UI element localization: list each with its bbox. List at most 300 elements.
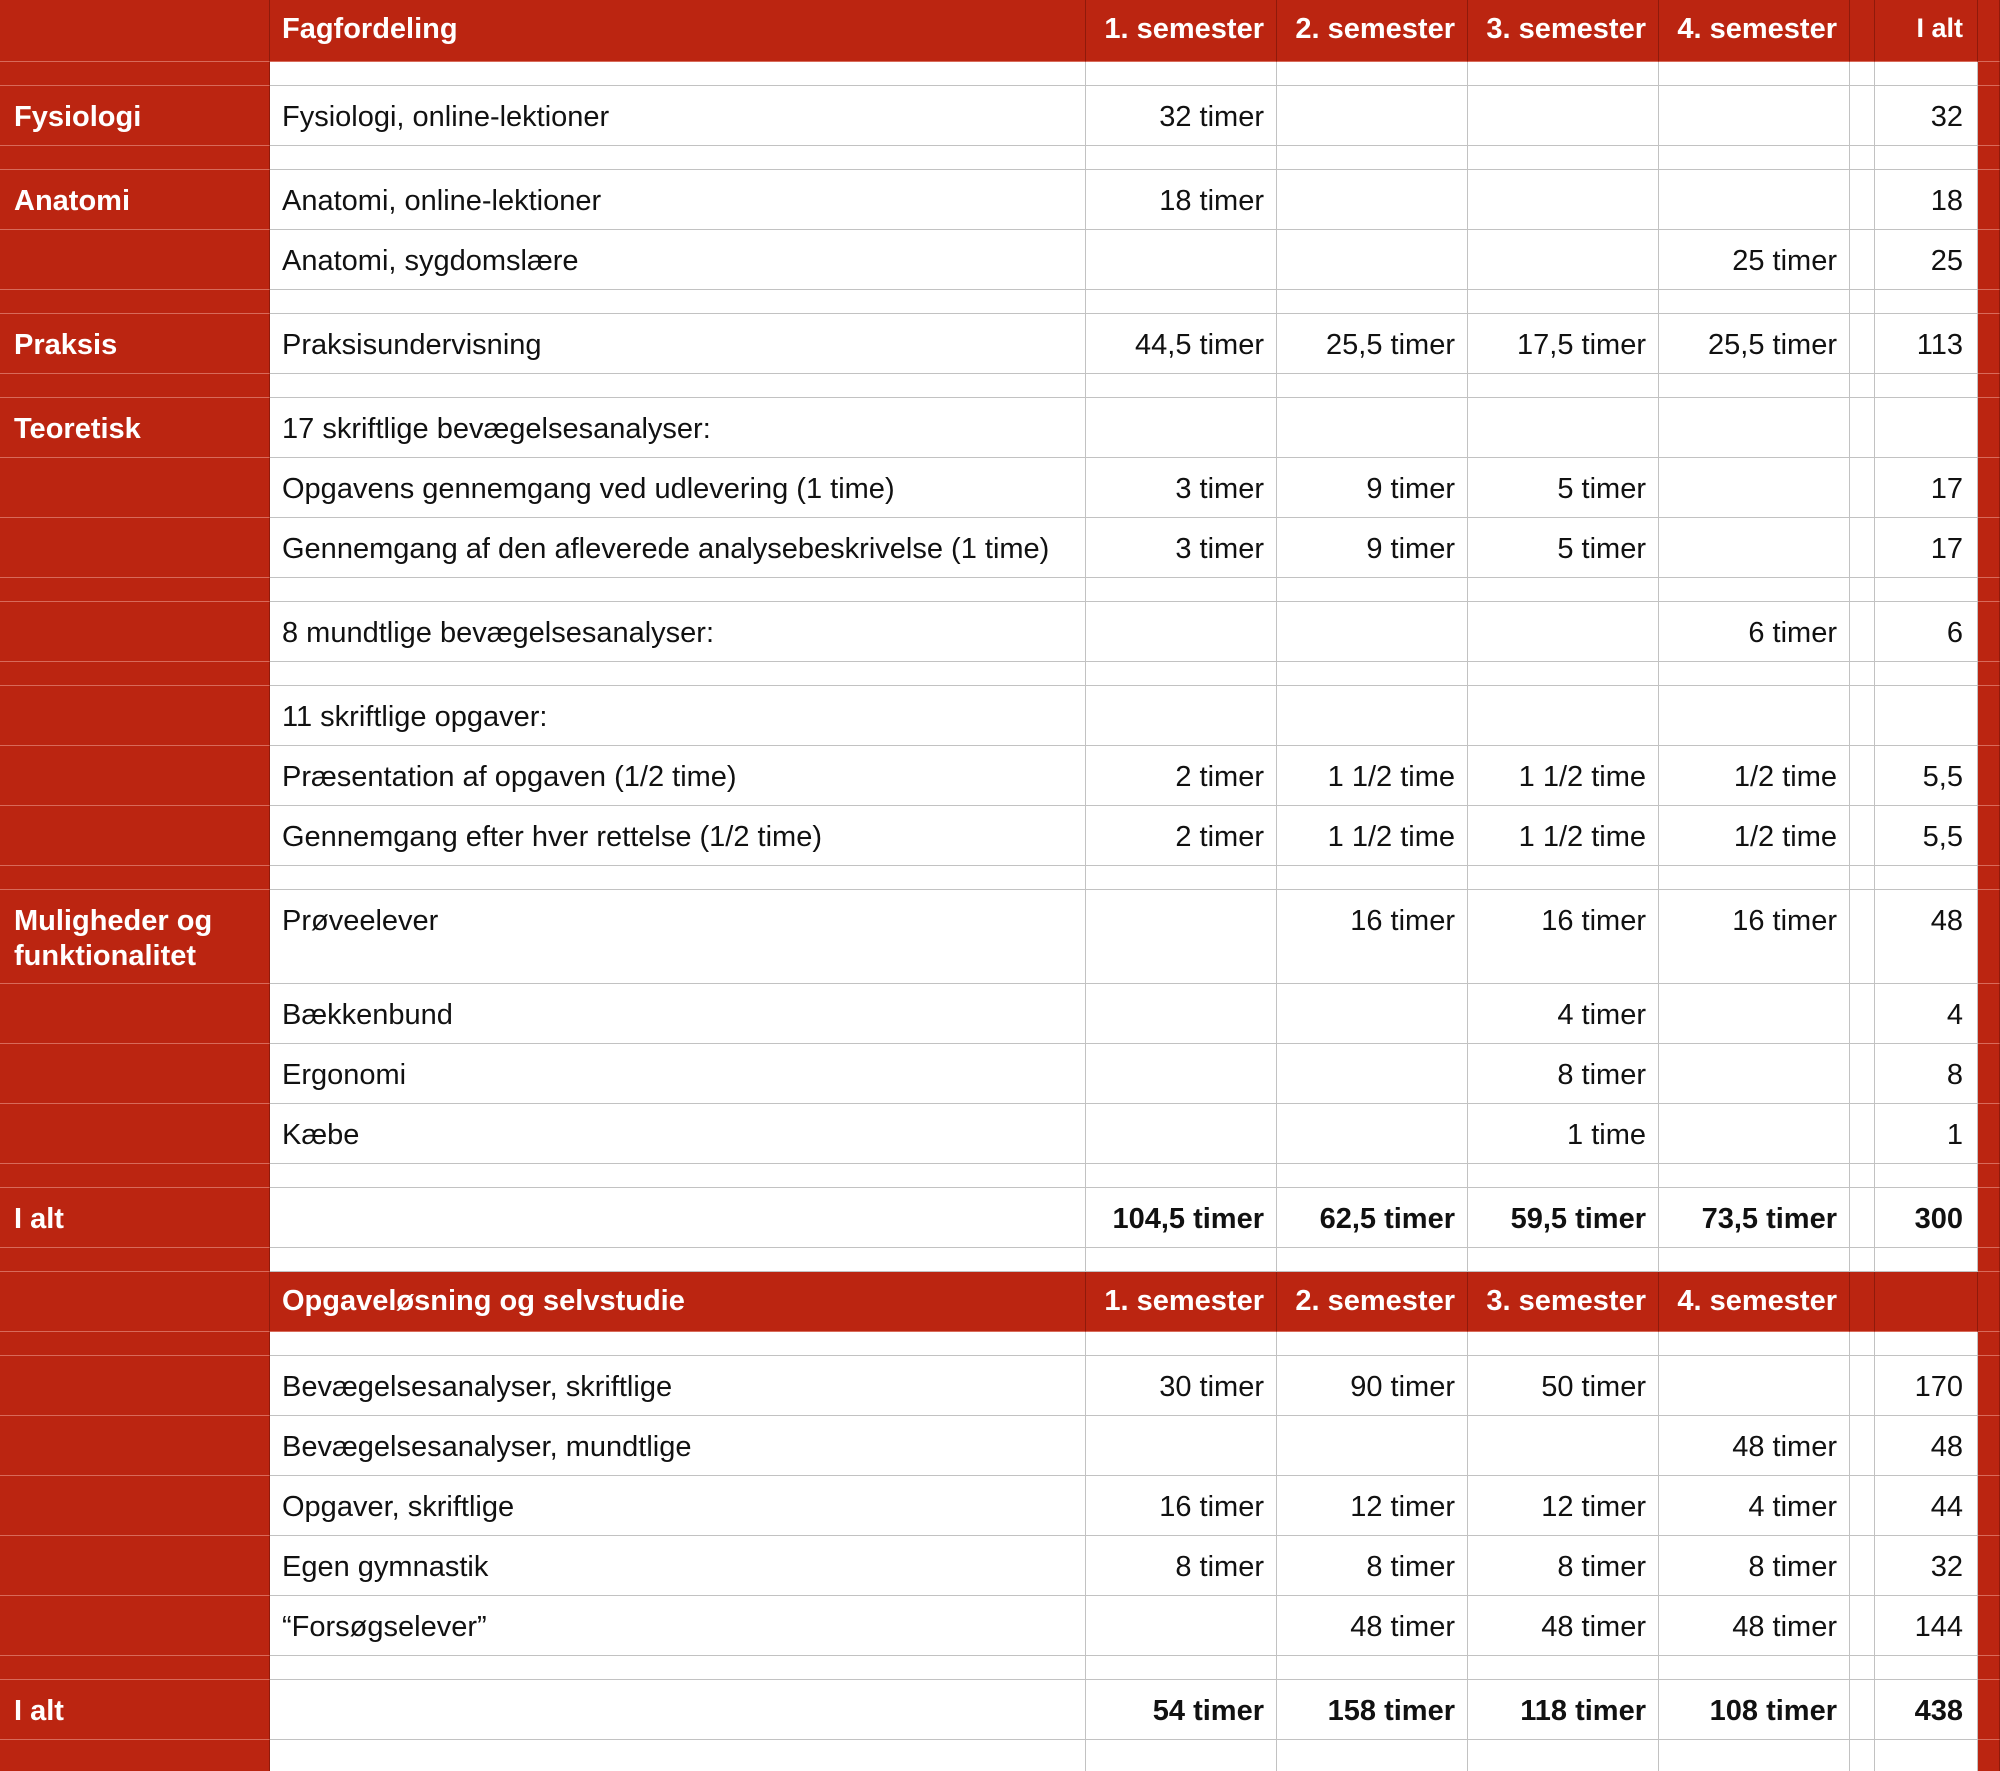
- semester-1-cell: 32 timer: [1086, 86, 1277, 146]
- semester-1-cell: [1086, 662, 1277, 686]
- right-edge: [1978, 146, 2000, 170]
- table-header-row: [0, 1272, 2000, 1332]
- category-label-cell: [0, 146, 270, 170]
- category-label-cell: [0, 984, 270, 1044]
- category-label-cell: [0, 1416, 270, 1476]
- semester-4-cell: [1659, 1104, 1850, 1164]
- spacer-row: [0, 1740, 2000, 1771]
- description-cell: [270, 1656, 1086, 1680]
- semester-3-cell: 118 timer: [1468, 1680, 1659, 1740]
- category-label-cell: [0, 1104, 270, 1164]
- gap-cell: [1850, 398, 1875, 458]
- category-label-cell: [0, 806, 270, 866]
- table-row: [0, 746, 2000, 806]
- category-label-cell: [0, 1044, 270, 1104]
- total-cell: [1875, 374, 1978, 398]
- semester-1-cell: [1086, 1596, 1277, 1656]
- right-edge: [1978, 578, 2000, 602]
- semester-1-cell: [1086, 1164, 1277, 1188]
- semester-4-cell: [1659, 1332, 1850, 1356]
- description-cell: [270, 1680, 1086, 1740]
- semester-3-cell: 1 time: [1468, 1104, 1659, 1164]
- semester-4-cell: 48 timer: [1659, 1596, 1850, 1656]
- semester-4-cell: [1659, 686, 1850, 746]
- total-cell: 144: [1875, 1596, 1978, 1656]
- right-edge: [1978, 1044, 2000, 1104]
- table-row: [0, 398, 2000, 458]
- gap-cell: [1850, 290, 1875, 314]
- semester-2-cell: [1277, 866, 1468, 890]
- gap-cell: [1850, 686, 1875, 746]
- total-cell: [1875, 290, 1978, 314]
- table-row: [0, 686, 2000, 746]
- semester-2-cell: 62,5 timer: [1277, 1188, 1468, 1248]
- semester-2-cell: [1277, 1104, 1468, 1164]
- category-label-cell: [0, 1476, 270, 1536]
- table-row: [0, 1536, 2000, 1596]
- total-cell: 44: [1875, 1476, 1978, 1536]
- total-cell: 48: [1875, 1416, 1978, 1476]
- right-edge: [1978, 62, 2000, 86]
- gap-cell: [1850, 1536, 1875, 1596]
- category-label-cell: I alt: [0, 1680, 270, 1740]
- semester-2-cell: 1 1/2 time: [1277, 746, 1468, 806]
- semester-1-cell: 8 timer: [1086, 1536, 1277, 1596]
- total-cell: 4: [1875, 984, 1978, 1044]
- spacer-row: [0, 578, 2000, 602]
- semester-4-cell: [1659, 578, 1850, 602]
- gap-cell: [1850, 1740, 1875, 1771]
- semester-2-cell: 2. semester: [1277, 1272, 1468, 1332]
- total-row: [0, 1680, 2000, 1740]
- semester-2-cell: [1277, 374, 1468, 398]
- semester-4-cell: 4. semester: [1659, 0, 1850, 62]
- semester-3-cell: [1468, 374, 1659, 398]
- right-edge: [1978, 890, 2000, 984]
- right-edge: [1978, 1188, 2000, 1248]
- semester-3-cell: [1468, 662, 1659, 686]
- semester-1-cell: 2 timer: [1086, 806, 1277, 866]
- total-cell: 32: [1875, 1536, 1978, 1596]
- right-edge: [1978, 602, 2000, 662]
- description-cell: [270, 62, 1086, 86]
- description-cell: 8 mundtlige bevægelsesanalyser:: [270, 602, 1086, 662]
- description-cell: Bækkenbund: [270, 984, 1086, 1044]
- semester-3-cell: [1468, 1416, 1659, 1476]
- description-cell: [270, 866, 1086, 890]
- category-label-cell: [0, 374, 270, 398]
- semester-4-cell: [1659, 662, 1850, 686]
- right-edge: [1978, 1332, 2000, 1356]
- right-edge: [1978, 1272, 2000, 1332]
- spacer-row: [0, 662, 2000, 686]
- semester-3-cell: 1 1/2 time: [1468, 746, 1659, 806]
- gap-cell: [1850, 518, 1875, 578]
- right-edge: [1978, 1680, 2000, 1740]
- semester-4-cell: [1659, 1656, 1850, 1680]
- category-label-cell: [0, 1656, 270, 1680]
- total-cell: [1875, 1248, 1978, 1272]
- semester-4-cell: [1659, 170, 1850, 230]
- category-label-cell: [0, 0, 270, 62]
- semester-3-cell: [1468, 578, 1659, 602]
- category-label-cell: [0, 662, 270, 686]
- semester-2-cell: [1277, 1044, 1468, 1104]
- gap-cell: [1850, 230, 1875, 290]
- category-label-cell: [0, 866, 270, 890]
- spacer-row: [0, 146, 2000, 170]
- description-cell: Bevægelsesanalyser, skriftlige: [270, 1356, 1086, 1416]
- semester-1-cell: 3 timer: [1086, 518, 1277, 578]
- right-edge: [1978, 1596, 2000, 1656]
- gap-cell: [1850, 890, 1875, 984]
- semester-3-cell: 17,5 timer: [1468, 314, 1659, 374]
- description-cell: [270, 290, 1086, 314]
- category-label-cell: [0, 578, 270, 602]
- category-label-cell: [0, 230, 270, 290]
- right-edge: [1978, 1656, 2000, 1680]
- semester-3-cell: 3. semester: [1468, 0, 1659, 62]
- semester-4-cell: [1659, 458, 1850, 518]
- total-cell: [1875, 578, 1978, 602]
- semester-2-cell: [1277, 984, 1468, 1044]
- semester-4-cell: 25,5 timer: [1659, 314, 1850, 374]
- spacer-row: [0, 1164, 2000, 1188]
- semester-3-cell: [1468, 146, 1659, 170]
- semester-3-cell: [1468, 230, 1659, 290]
- description-cell: Prøveelever: [270, 890, 1086, 984]
- gap-cell: [1850, 1656, 1875, 1680]
- gap-cell: [1850, 1356, 1875, 1416]
- total-cell: 48: [1875, 890, 1978, 984]
- semester-1-cell: [1086, 890, 1277, 984]
- description-cell: Ergonomi: [270, 1044, 1086, 1104]
- semester-4-cell: [1659, 1740, 1850, 1771]
- semester-4-cell: [1659, 1044, 1850, 1104]
- right-edge: [1978, 398, 2000, 458]
- total-cell: 5,5: [1875, 806, 1978, 866]
- semester-1-cell: 18 timer: [1086, 170, 1277, 230]
- gap-cell: [1850, 314, 1875, 374]
- semester-1-cell: 44,5 timer: [1086, 314, 1277, 374]
- total-cell: I alt: [1875, 0, 1978, 62]
- semester-2-cell: 25,5 timer: [1277, 314, 1468, 374]
- semester-3-cell: [1468, 1332, 1659, 1356]
- semester-1-cell: [1086, 146, 1277, 170]
- table-row: [0, 1044, 2000, 1104]
- semester-2-cell: [1277, 230, 1468, 290]
- category-label-cell: [0, 602, 270, 662]
- description-cell: [270, 1188, 1086, 1248]
- gap-cell: [1850, 374, 1875, 398]
- description-cell: Anatomi, online-lektioner: [270, 170, 1086, 230]
- semester-2-cell: [1277, 170, 1468, 230]
- semester-4-cell: [1659, 1164, 1850, 1188]
- right-edge: [1978, 230, 2000, 290]
- description-cell: Fysiologi, online-lektioner: [270, 86, 1086, 146]
- semester-3-cell: [1468, 686, 1659, 746]
- gap-cell: [1850, 1272, 1875, 1332]
- category-label-cell: [0, 1332, 270, 1356]
- table-row: [0, 230, 2000, 290]
- category-label-cell: I alt: [0, 1188, 270, 1248]
- semester-4-cell: [1659, 374, 1850, 398]
- category-label-cell: [0, 62, 270, 86]
- semester-1-cell: [1086, 578, 1277, 602]
- right-edge: [1978, 0, 2000, 62]
- semester-3-cell: [1468, 398, 1659, 458]
- semester-3-cell: [1468, 86, 1659, 146]
- semester-4-cell: 4 timer: [1659, 1476, 1850, 1536]
- table-row: [0, 1104, 2000, 1164]
- total-cell: [1875, 686, 1978, 746]
- total-cell: [1875, 1332, 1978, 1356]
- right-edge: [1978, 458, 2000, 518]
- category-label-cell: [0, 1596, 270, 1656]
- description-cell: Opgaver, skriftlige: [270, 1476, 1086, 1536]
- total-cell: 32: [1875, 86, 1978, 146]
- semester-2-cell: [1277, 602, 1468, 662]
- semester-2-cell: [1277, 1416, 1468, 1476]
- category-label-cell: [0, 686, 270, 746]
- semester-1-cell: 104,5 timer: [1086, 1188, 1277, 1248]
- spacer-row: [0, 866, 2000, 890]
- semester-3-cell: 8 timer: [1468, 1536, 1659, 1596]
- table-row: [0, 1356, 2000, 1416]
- description-cell: “Forsøgselever”: [270, 1596, 1086, 1656]
- gap-cell: [1850, 170, 1875, 230]
- semester-1-cell: [1086, 602, 1277, 662]
- semester-2-cell: [1277, 398, 1468, 458]
- semester-1-cell: 2 timer: [1086, 746, 1277, 806]
- semester-3-cell: 59,5 timer: [1468, 1188, 1659, 1248]
- table-header-row: [0, 0, 2000, 62]
- gap-cell: [1850, 1164, 1875, 1188]
- right-edge: [1978, 984, 2000, 1044]
- semester-2-cell: 1 1/2 time: [1277, 806, 1468, 866]
- total-cell: 5,5: [1875, 746, 1978, 806]
- semester-2-cell: 9 timer: [1277, 458, 1468, 518]
- semester-3-cell: 5 timer: [1468, 458, 1659, 518]
- total-cell: 17: [1875, 518, 1978, 578]
- description-cell: Praksisundervisning: [270, 314, 1086, 374]
- semester-4-cell: [1659, 1248, 1850, 1272]
- semester-2-cell: [1277, 146, 1468, 170]
- spacer-row: [0, 62, 2000, 86]
- semester-2-cell: [1277, 662, 1468, 686]
- semester-4-cell: 73,5 timer: [1659, 1188, 1850, 1248]
- gap-cell: [1850, 1188, 1875, 1248]
- table-row: [0, 1596, 2000, 1656]
- semester-3-cell: 5 timer: [1468, 518, 1659, 578]
- gap-cell: [1850, 62, 1875, 86]
- semester-4-cell: 6 timer: [1659, 602, 1850, 662]
- category-label-cell: Fysiologi: [0, 86, 270, 146]
- spacer-row: [0, 374, 2000, 398]
- spacer-row: [0, 290, 2000, 314]
- gap-cell: [1850, 866, 1875, 890]
- semester-3-cell: [1468, 1248, 1659, 1272]
- semester-3-cell: [1468, 1164, 1659, 1188]
- semester-2-cell: 12 timer: [1277, 1476, 1468, 1536]
- semester-1-cell: [1086, 1740, 1277, 1771]
- right-edge: [1978, 866, 2000, 890]
- gap-cell: [1850, 984, 1875, 1044]
- gap-cell: [1850, 578, 1875, 602]
- semester-1-cell: [1086, 686, 1277, 746]
- semester-4-cell: 16 timer: [1659, 890, 1850, 984]
- total-cell: 6: [1875, 602, 1978, 662]
- table-row: [0, 314, 2000, 374]
- semester-4-cell: 8 timer: [1659, 1536, 1850, 1596]
- semester-2-cell: [1277, 1164, 1468, 1188]
- total-cell: [1875, 1164, 1978, 1188]
- semester-2-cell: 16 timer: [1277, 890, 1468, 984]
- right-edge: [1978, 1356, 2000, 1416]
- semester-3-cell: 12 timer: [1468, 1476, 1659, 1536]
- description-cell: Egen gymnastik: [270, 1536, 1086, 1596]
- description-cell: Gennemgang efter hver rettelse (1/2 time): [270, 806, 1086, 866]
- category-label-cell: Praksis: [0, 314, 270, 374]
- semester-4-cell: [1659, 398, 1850, 458]
- semester-2-cell: 9 timer: [1277, 518, 1468, 578]
- table-row: [0, 1476, 2000, 1536]
- semester-2-cell: [1277, 1656, 1468, 1680]
- gap-cell: [1850, 86, 1875, 146]
- gap-cell: [1850, 146, 1875, 170]
- total-cell: 113: [1875, 314, 1978, 374]
- semester-1-cell: 54 timer: [1086, 1680, 1277, 1740]
- right-edge: [1978, 686, 2000, 746]
- gap-cell: [1850, 1416, 1875, 1476]
- semester-2-cell: [1277, 1248, 1468, 1272]
- total-cell: 300: [1875, 1188, 1978, 1248]
- semester-4-cell: 108 timer: [1659, 1680, 1850, 1740]
- semester-2-cell: [1277, 290, 1468, 314]
- spacer-row: [0, 1656, 2000, 1680]
- right-edge: [1978, 806, 2000, 866]
- category-label-cell: Muligheder og funktionalitet: [0, 890, 270, 984]
- description-cell: [270, 1332, 1086, 1356]
- semester-3-cell: 3. semester: [1468, 1272, 1659, 1332]
- semester-2-cell: 48 timer: [1277, 1596, 1468, 1656]
- total-cell: 170: [1875, 1356, 1978, 1416]
- description-cell: [270, 146, 1086, 170]
- right-edge: [1978, 662, 2000, 686]
- semester-4-cell: [1659, 518, 1850, 578]
- semester-2-cell: [1277, 1740, 1468, 1771]
- description-cell: 11 skriftlige opgaver:: [270, 686, 1086, 746]
- semester-1-cell: 16 timer: [1086, 1476, 1277, 1536]
- total-row: [0, 1188, 2000, 1248]
- gap-cell: [1850, 1476, 1875, 1536]
- semester-1-cell: [1086, 1332, 1277, 1356]
- semester-1-cell: [1086, 1104, 1277, 1164]
- gap-cell: [1850, 746, 1875, 806]
- table-row: [0, 602, 2000, 662]
- semester-1-cell: [1086, 1416, 1277, 1476]
- semester-4-cell: 1/2 time: [1659, 746, 1850, 806]
- category-label-cell: [0, 1272, 270, 1332]
- gap-cell: [1850, 1596, 1875, 1656]
- gap-cell: [1850, 1248, 1875, 1272]
- gap-cell: [1850, 458, 1875, 518]
- right-edge: [1978, 374, 2000, 398]
- total-cell: [1875, 1740, 1978, 1771]
- semester-4-cell: [1659, 984, 1850, 1044]
- semester-1-cell: [1086, 1656, 1277, 1680]
- gap-cell: [1850, 1104, 1875, 1164]
- semester-1-cell: [1086, 374, 1277, 398]
- description-cell: [270, 1164, 1086, 1188]
- gap-cell: [1850, 0, 1875, 62]
- semester-4-cell: [1659, 146, 1850, 170]
- total-cell: 438: [1875, 1680, 1978, 1740]
- description-cell: Anatomi, sygdomslære: [270, 230, 1086, 290]
- total-cell: [1875, 146, 1978, 170]
- semester-4-cell: 4. semester: [1659, 1272, 1850, 1332]
- description-cell: [270, 1248, 1086, 1272]
- right-edge: [1978, 1740, 2000, 1771]
- semester-1-cell: 30 timer: [1086, 1356, 1277, 1416]
- semester-3-cell: 50 timer: [1468, 1356, 1659, 1416]
- table-row: [0, 86, 2000, 146]
- table-row: [0, 170, 2000, 230]
- semester-2-cell: 8 timer: [1277, 1536, 1468, 1596]
- total-cell: [1875, 398, 1978, 458]
- gap-cell: [1850, 662, 1875, 686]
- semester-4-cell: [1659, 86, 1850, 146]
- table-row: [0, 518, 2000, 578]
- right-edge: [1978, 290, 2000, 314]
- table-row: [0, 890, 2000, 984]
- semester-2-cell: 158 timer: [1277, 1680, 1468, 1740]
- semester-3-cell: [1468, 62, 1659, 86]
- description-cell: [270, 662, 1086, 686]
- semester-1-cell: [1086, 290, 1277, 314]
- semester-2-cell: [1277, 1332, 1468, 1356]
- right-edge: [1978, 1248, 2000, 1272]
- semester-1-cell: [1086, 1044, 1277, 1104]
- description-cell: 17 skriftlige bevægelsesanalyser:: [270, 398, 1086, 458]
- semester-2-cell: [1277, 686, 1468, 746]
- total-cell: [1875, 866, 1978, 890]
- semester-3-cell: [1468, 290, 1659, 314]
- semester-3-cell: 16 timer: [1468, 890, 1659, 984]
- semester-3-cell: [1468, 170, 1659, 230]
- gap-cell: [1850, 806, 1875, 866]
- semester-2-cell: 2. semester: [1277, 0, 1468, 62]
- semester-4-cell: [1659, 1356, 1850, 1416]
- total-cell: [1875, 662, 1978, 686]
- right-edge: [1978, 1104, 2000, 1164]
- category-label-cell: Anatomi: [0, 170, 270, 230]
- total-cell: [1875, 62, 1978, 86]
- semester-1-cell: [1086, 866, 1277, 890]
- semester-4-cell: 1/2 time: [1659, 806, 1850, 866]
- semester-1-cell: [1086, 230, 1277, 290]
- description-cell: Præsentation af opgaven (1/2 time): [270, 746, 1086, 806]
- semester-3-cell: [1468, 866, 1659, 890]
- semester-3-cell: [1468, 1740, 1659, 1771]
- semester-1-cell: [1086, 1248, 1277, 1272]
- description-cell: Kæbe: [270, 1104, 1086, 1164]
- category-label-cell: [0, 1356, 270, 1416]
- table-row: [0, 458, 2000, 518]
- description-cell: Opgaveløsning og selvstudie: [270, 1272, 1086, 1332]
- total-cell: [1875, 1272, 1978, 1332]
- description-cell: [270, 1740, 1086, 1771]
